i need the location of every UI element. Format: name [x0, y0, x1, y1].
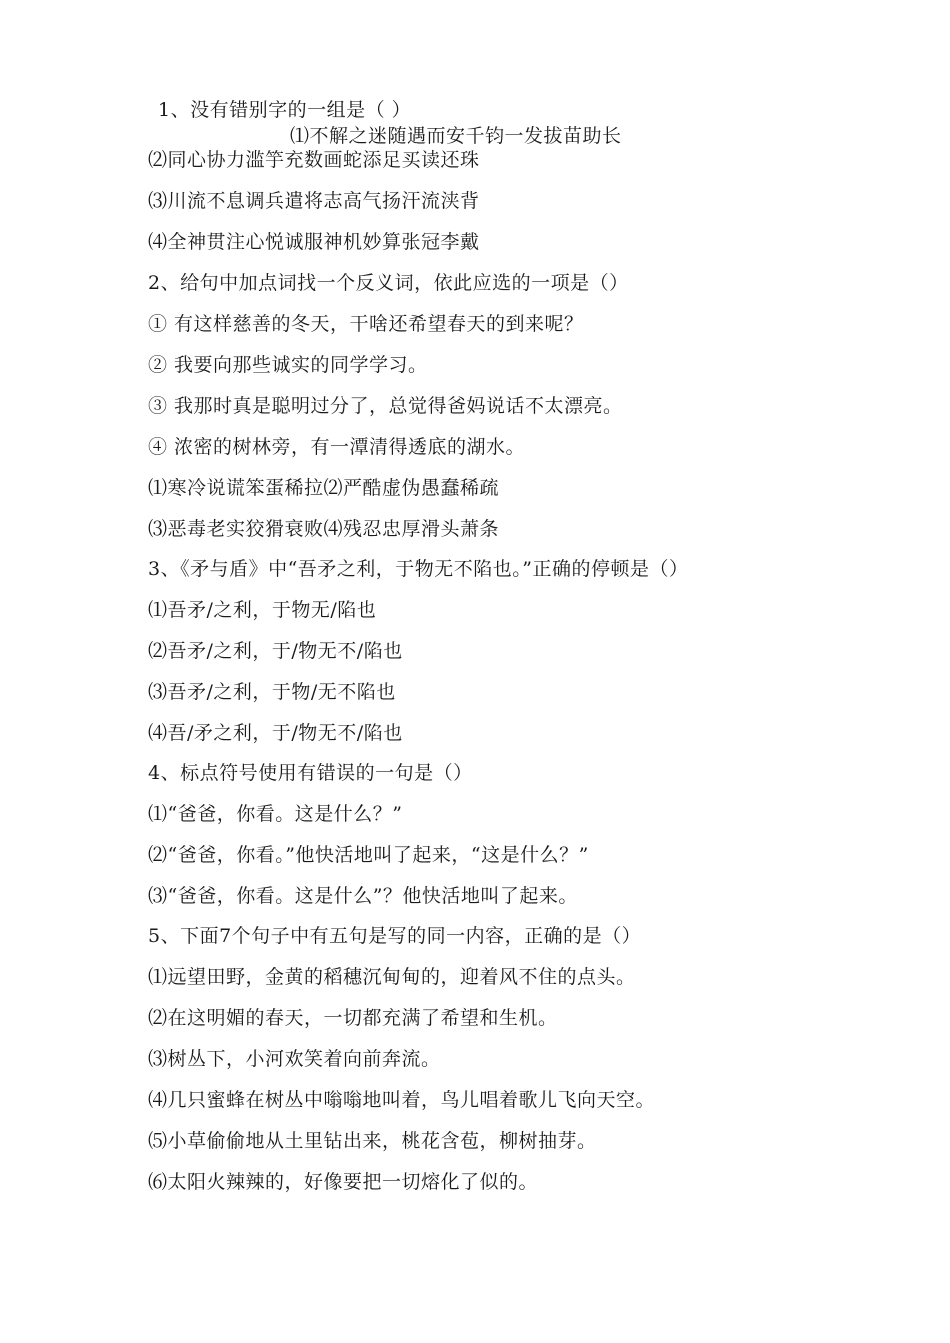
q5-sentence-5: ⑸小草偷偷地从土里钻出来，桃花含苞，柳树抽芽。 [148, 1130, 597, 1152]
q1-option-2: ⑵同心协力滥竽充数画蛇添足买读还珠 [148, 149, 480, 171]
q4-option-3: ⑶“爸爸，你看。这是什么”？他快活地叫了起来。 [148, 885, 578, 907]
q1-option-4: ⑷全神贯注心悦诚服神机妙算张冠李戴 [148, 231, 480, 253]
q3-option-2: ⑵吾矛/之利，于/物无不/陷也 [148, 640, 403, 662]
q2-options-a: ⑴寒冷说谎笨蛋稀拉⑵严酷虚伪愚蠢稀疏 [148, 477, 500, 499]
q1-option-1: ⑴不解之迷随遇而安千钧一发拔苗助长 [290, 125, 622, 147]
q2-sentence-3: ③ 我那时真是聪明过分了，总觉得爸妈说话不太漂亮。 [148, 395, 623, 417]
q1-option-3: ⑶川流不息调兵遣将志高气扬汗流浃背 [148, 190, 480, 212]
question-1-title: 1、没有错别字的一组是（ ） [158, 99, 412, 121]
q3-option-3: ⑶吾矛/之利，于物/无不陷也 [148, 681, 396, 703]
q5-sentence-1: ⑴远望田野，金黄的稻穗沉甸甸的，迎着风不住的点头。 [148, 966, 636, 988]
q4-option-2: ⑵“爸爸，你看。”他快活地叫了起来，“这是什么？” [148, 844, 589, 866]
q3-option-1: ⑴吾矛/之利，于物无/陷也 [148, 599, 377, 621]
question-2-title: 2、给句中加点词找一个反义词，依此应选的一项是（） [148, 272, 629, 294]
question-5-title: 5、下面7个句子中有五句是写的同一内容，正确的是（） [148, 925, 642, 947]
question-4-title: 4、标点符号使用有错误的一句是（） [148, 762, 473, 784]
q5-sentence-4: ⑷几只蜜蜂在树丛中嗡嗡地叫着，鸟儿唱着歌儿飞向天空。 [148, 1089, 656, 1111]
q2-sentence-2: ② 我要向那些诚实的同学学习。 [148, 354, 428, 376]
q2-sentence-1: ① 有这样慈善的冬天，干啥还希望春天的到来呢？ [148, 313, 584, 335]
q2-options-b: ⑶恶毒老实狡猾衰败⑷残忍忠厚滑头萧条 [148, 518, 500, 540]
q4-option-1: ⑴“爸爸，你看。这是什么？” [148, 803, 403, 825]
q5-sentence-2: ⑵在这明媚的春天，一切都充满了希望和生机。 [148, 1007, 558, 1029]
question-3-title: 3、《矛与盾》中“吾矛之利，于物无不陷也。”正确的停顿是（） [148, 558, 689, 580]
q5-sentence-3: ⑶树丛下，小河欢笑着向前奔流。 [148, 1048, 441, 1070]
q3-option-4: ⑷吾/矛之利，于/物无不/陷也 [148, 722, 403, 744]
q2-sentence-4: ④ 浓密的树林旁，有一潭清得透底的湖水。 [148, 436, 526, 458]
q5-sentence-6: ⑹太阳火辣辣的，好像要把一切熔化了似的。 [148, 1171, 539, 1193]
